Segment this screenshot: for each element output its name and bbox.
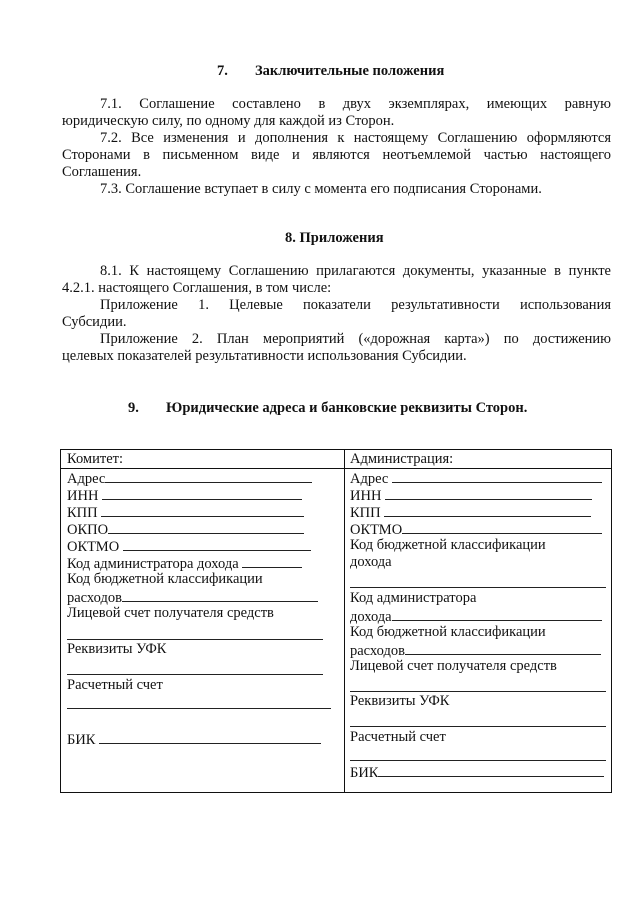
committee-address-label: Адрес xyxy=(67,471,106,487)
committee-settlement: Расчетный счет xyxy=(67,677,163,693)
committee-admin-code-label: Код администратора дохода xyxy=(67,556,239,572)
administration-address-label: Адрес xyxy=(350,471,389,487)
committee-inn-blank xyxy=(102,486,302,500)
committee-bk-line-2-label: расходов xyxy=(67,590,122,606)
appendix-2-line-1: Приложение 2. План мероприятий («дорожная карта») по достижению xyxy=(100,331,611,347)
administration-oktmo-label: ОКТМО xyxy=(350,522,403,538)
section-9-heading xyxy=(128,400,527,417)
administration-admin-blank xyxy=(392,607,602,621)
paragraph-7-2-line-2: Сторонами в письменном виде и являются неотъемлемой частью настоящего xyxy=(62,147,611,163)
section-9-title: Юридические адреса и банковские реквизиты Сторон. xyxy=(166,400,528,416)
administration-ufk: Реквизиты УФК xyxy=(350,693,450,709)
administration-settlement-rule xyxy=(350,760,606,761)
administration-bik-label: БИК xyxy=(350,765,379,781)
section-9-number: 9. xyxy=(128,400,139,416)
administration-settlement: Расчетный счет xyxy=(350,729,446,745)
appendix-1-line-2: Субсидии. xyxy=(62,314,127,330)
paragraph-7-2-line-3: Соглашения. xyxy=(62,164,142,180)
administration-account-rule xyxy=(350,691,606,692)
administration-header: Администрация: xyxy=(344,450,611,469)
committee-kpp-blank xyxy=(101,503,304,517)
committee-account: Лицевой счет получателя средств xyxy=(67,605,274,621)
section-8-heading: 8. Приложения xyxy=(285,230,384,246)
administration-kpp-label: КПП xyxy=(350,505,381,521)
section-7-number: 7. xyxy=(217,63,228,79)
administration-oktmo-blank xyxy=(402,520,602,534)
administration-kpp-blank xyxy=(384,503,591,517)
committee-oktmo-blank xyxy=(123,537,311,551)
appendix-1-line-1: Приложение 1. Целевые показатели результативности использования xyxy=(100,297,611,313)
committee-ufk-rule xyxy=(67,674,323,675)
section-7-heading xyxy=(217,63,444,80)
administration-admin-line-2-label: дохода xyxy=(350,609,392,625)
appendix-2-line-2: целевых показателей результативности использования Субсидии. xyxy=(62,348,467,364)
committee-kpp-label: КПП xyxy=(67,505,98,521)
paragraph-8-1-line-1: 8.1. К настоящему Соглашению прилагаются документы, указанные в пункте xyxy=(100,263,611,279)
administration-bk-exp-blank xyxy=(405,641,601,655)
committee-okpo-label: ОКПО xyxy=(67,522,109,538)
committee-account-rule xyxy=(67,639,323,640)
administration-inn-blank xyxy=(385,486,592,500)
committee-settlement-rule xyxy=(67,708,331,709)
administration-account: Лицевой счет получателя средств xyxy=(350,658,557,674)
committee-header: Комитет: xyxy=(61,450,344,469)
administration-admin-line-1: Код администратора xyxy=(350,590,477,606)
committee-admin-code-blank xyxy=(242,554,302,568)
administration-inn-label: ИНН xyxy=(350,488,382,504)
committee-bk-line-1: Код бюджетной классификации xyxy=(67,571,263,587)
committee-bk-blank xyxy=(122,588,318,602)
paragraph-7-3: 7.3. Соглашение вступает в силу с момента его подписания Сторонами. xyxy=(100,181,542,197)
paragraph-7-1-line-1: 7.1. Соглашение составлено в двух экземплярах, имеющих равную xyxy=(100,96,611,112)
paragraph-7-2-line-1: 7.2. Все изменения и дополнения к настоящему Соглашению оформляются xyxy=(100,130,611,146)
administration-ufk-rule xyxy=(350,726,606,727)
requisites-table xyxy=(60,449,612,793)
administration-bik-blank xyxy=(378,763,604,777)
committee-okpo-blank xyxy=(108,520,304,534)
administration-bk-income-line-1: Код бюджетной классификации xyxy=(350,537,546,553)
committee-address-blank xyxy=(105,469,312,483)
administration-column xyxy=(344,450,611,792)
section-7-title: Заключительные положения xyxy=(255,63,445,79)
committee-column xyxy=(61,450,345,792)
paragraph-7-1-line-2: юридическую силу, по одному для каждой из Сторон. xyxy=(62,113,395,129)
committee-oktmo-label: ОКТМО xyxy=(67,539,120,555)
administration-bk-income-rule xyxy=(350,587,606,588)
administration-bik xyxy=(350,763,604,782)
committee-ufk: Реквизиты УФК xyxy=(67,641,167,657)
committee-bik-blank xyxy=(99,730,321,744)
administration-address-blank xyxy=(392,469,602,483)
administration-bk-exp-line-2-label: расходов xyxy=(350,643,405,659)
committee-bik-label: БИК xyxy=(67,732,96,748)
paragraph-8-1-line-2: 4.2.1. настоящего Соглашения, в том числе: xyxy=(62,280,332,296)
administration-bk-income-line-2: дохода xyxy=(350,554,392,570)
committee-inn-label: ИНН xyxy=(67,488,99,504)
administration-bk-exp-line-1: Код бюджетной классификации xyxy=(350,624,546,640)
committee-bik xyxy=(67,730,321,749)
